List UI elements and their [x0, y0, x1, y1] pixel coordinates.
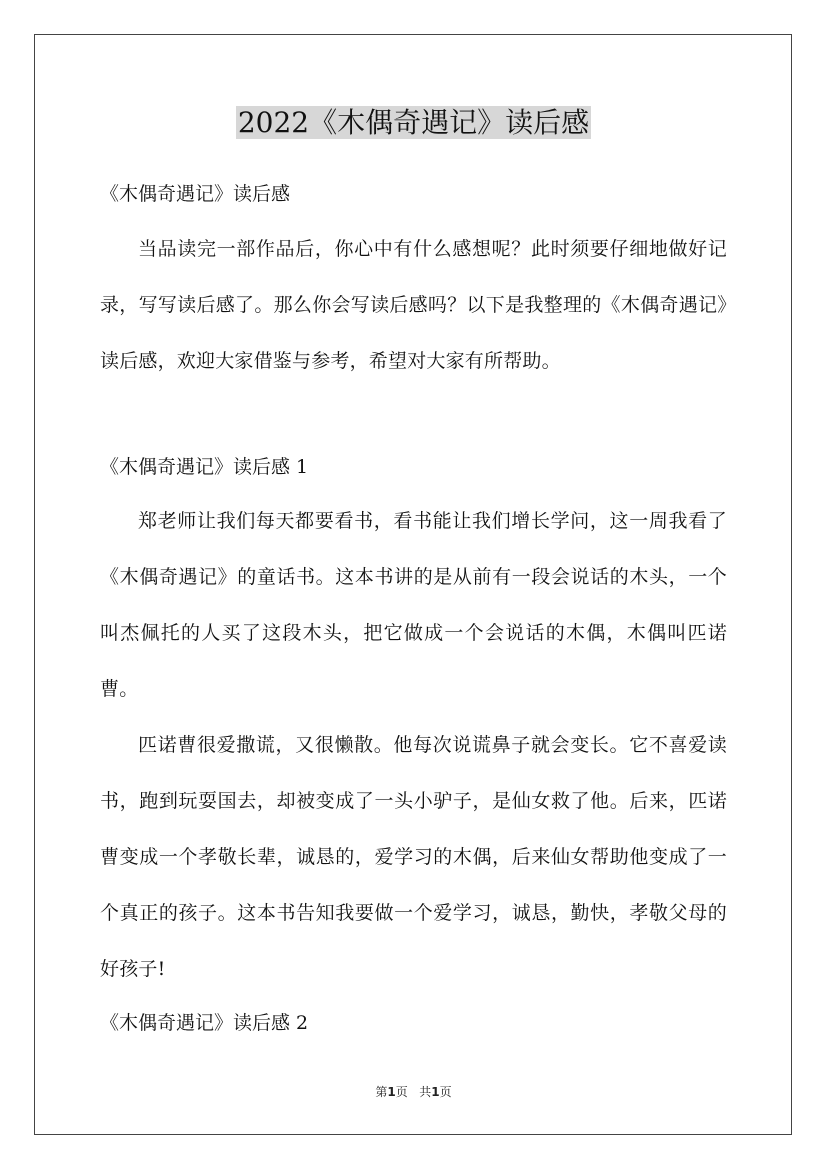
footer-total-prefix: 共	[419, 1085, 432, 1099]
subtitle-heading: 《木偶奇遇记》读后感	[100, 183, 291, 205]
footer-total-pages: 1	[431, 1085, 440, 1099]
intro-paragraph: 当品读完一部作品后，你心中有什么感想呢？此时须要仔细地做好记录，写写读后感了。那么你会写读后感吗？以下是我整理的《木偶奇遇记》读后感，欢迎大家借鉴与参考，希望对大家有所帮助。	[100, 238, 727, 372]
footer-page-number: 1	[387, 1085, 396, 1099]
document-body	[100, 174, 727, 1043]
section-1-paragraph-2: 匹诺曹很爱撒谎，又很懒散。他每次说谎鼻子就会变长。它不喜爱读书，跑到玩耍国去，却被变成了一头小驴子，是仙女救了他。后来，匹诺曹变成一个孝敬长辈，诚恳的，爱学习的木偶，后来仙女帮助他变成了一个真正的孩子。这本书告知我要做一个爱学习，诚恳，勤快，孝敬父母的好孩子!	[100, 734, 727, 980]
footer-page-suffix: 页	[395, 1085, 408, 1099]
document-title-text: 2022《木偶奇遇记》读后感	[237, 106, 590, 139]
document-title	[0, 103, 827, 143]
section-1-paragraph-1: 郑老师让我们每天都要看书，看书能让我们增长学问，这一周我看了《木偶奇遇记》的童话书。这本书讲的是从前有一段会说话的木头，一个叫杰佩托的人买了这段木头，把它做成一个会说话的木偶，木偶叫匹诺曹。	[100, 510, 727, 700]
section-heading-2: 《木偶奇遇记》读后感 2	[100, 1012, 309, 1034]
footer-total-suffix: 页	[439, 1085, 452, 1099]
page-footer	[0, 1084, 827, 1100]
footer-page-prefix: 第	[375, 1085, 388, 1099]
section-heading-1: 《木偶奇遇记》读后感 1	[100, 456, 309, 478]
